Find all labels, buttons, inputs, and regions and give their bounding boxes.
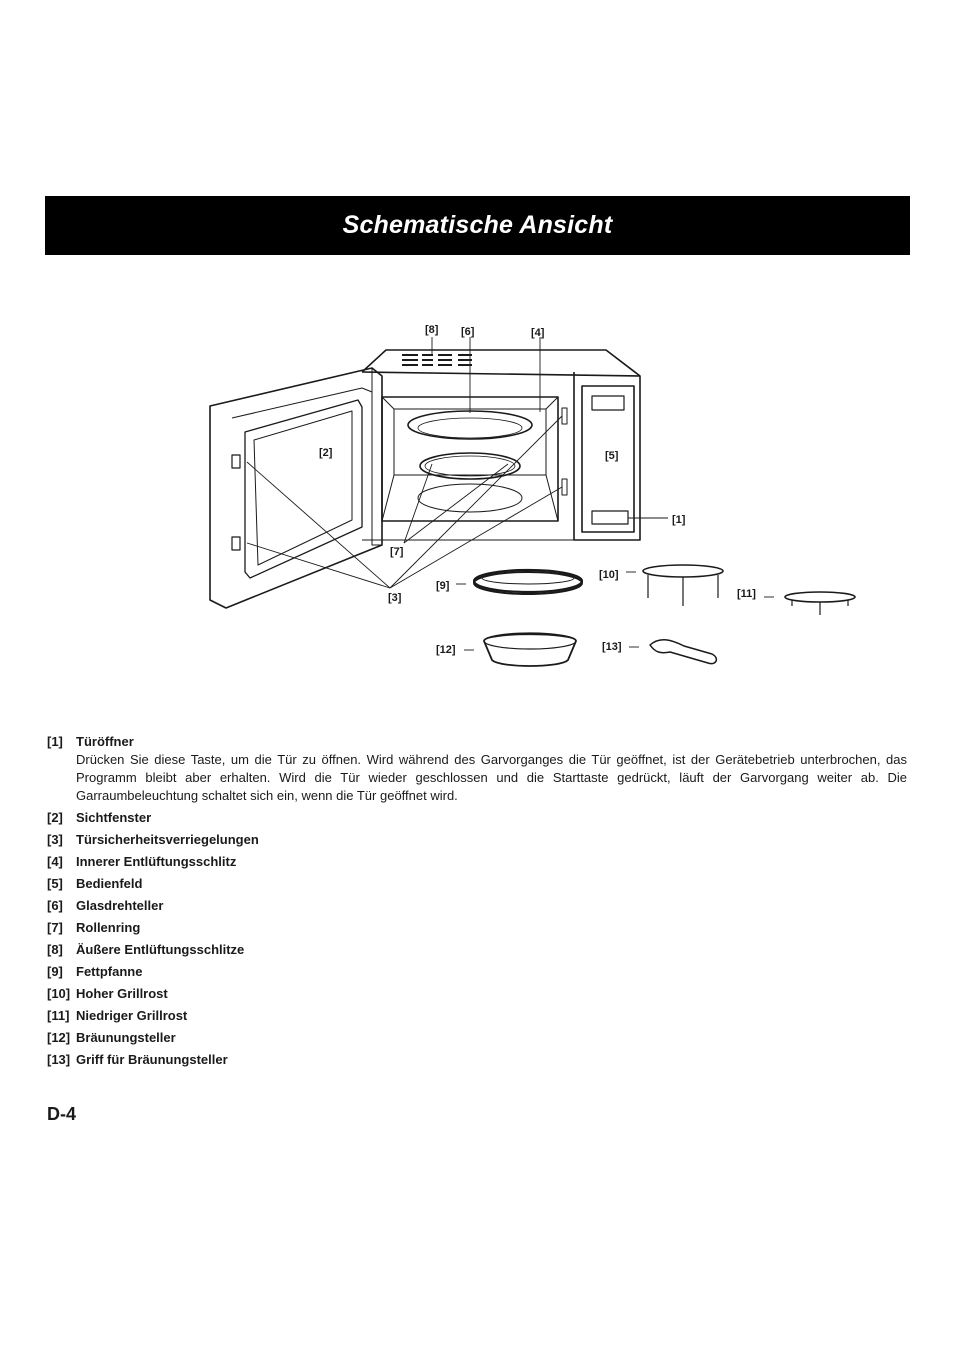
legend-item <box>47 963 907 981</box>
legend-item <box>47 1051 907 1069</box>
legend-label: Glasdrehteller <box>76 898 164 913</box>
callout-2: [2] <box>319 447 333 459</box>
legend-number: [10] <box>47 986 71 1001</box>
legend-description: Drücken Sie diese Taste, um die Tür zu öffnen. Wird während des Garvorganges die Tür geöffnet, ist der Gerätebetrieb unterbrochen, das Programm bleibt aber erhalten. Wird die Tür wieder geschlossen und die Starttaste gedrückt, läuft der Garvorgang weiter ab. Die Garraumbeleuchtung schaltet sich ein, wenn die Tür geöffnet wird. <box>76 752 907 803</box>
callout-13: [13] <box>602 641 622 653</box>
legend-label: Türsicherheitsverriegelungen <box>76 832 259 847</box>
legend-item <box>47 1029 907 1047</box>
callout-1: [1] <box>672 514 686 526</box>
page-title: Schematische Ansicht <box>342 211 613 239</box>
display-window <box>592 396 624 410</box>
legend-item <box>47 985 907 1003</box>
callout-4: [4] <box>531 327 545 339</box>
legend-label: Rollenring <box>76 920 141 935</box>
legend-item <box>47 831 907 849</box>
legend-label: Hoher Grillrost <box>76 986 168 1001</box>
glass-turntable <box>408 411 532 439</box>
legend-item <box>47 897 907 915</box>
outer-vents <box>402 355 472 365</box>
legend-item <box>47 733 907 805</box>
oven-cavity <box>382 397 558 521</box>
legend-label: Griff für Bräunungsteller <box>76 1052 228 1067</box>
legend-label: Bedienfeld <box>76 876 143 891</box>
legend-number: [13] <box>47 1052 71 1067</box>
legend-label: Türöffner <box>76 734 134 749</box>
callout-12: [12] <box>436 644 456 656</box>
legend-number: [7] <box>47 920 63 935</box>
low-rack <box>785 592 855 602</box>
high-rack <box>643 565 723 577</box>
legend-label: Sichtfenster <box>76 810 152 825</box>
crisp-plate <box>484 634 576 666</box>
legend-label: Niedriger Grillrost <box>76 1008 188 1023</box>
legend-item <box>47 941 907 959</box>
legend-item <box>47 919 907 937</box>
legend-item <box>47 1007 907 1025</box>
crisp-plate-handle <box>650 640 716 664</box>
parts-legend <box>47 733 907 1073</box>
legend-label: Bräunungsteller <box>76 1030 176 1045</box>
legend-label: Äußere Entlüftungsschlitze <box>76 942 245 957</box>
legend-number: [6] <box>47 898 63 913</box>
legend-item <box>47 809 907 827</box>
legend-label: Innerer Entlüftungsschlitz <box>76 854 237 869</box>
page-number: D-4 <box>47 1104 77 1124</box>
legend-number: [3] <box>47 832 63 847</box>
legend-number: [4] <box>47 854 63 869</box>
callout-10: [10] <box>599 569 619 581</box>
legend-number: [9] <box>47 964 63 979</box>
legend-number: [11] <box>47 1008 70 1023</box>
callout-5: [5] <box>605 450 619 462</box>
callout-7: [7] <box>390 546 404 558</box>
legend-item <box>47 853 907 871</box>
callout-8: [8] <box>425 324 439 336</box>
legend-number: [8] <box>47 942 63 957</box>
legend-number: [2] <box>47 810 63 825</box>
legend-number: [5] <box>47 876 63 891</box>
legend-label: Fettpfanne <box>76 964 143 979</box>
viewing-window <box>245 400 362 578</box>
legend-item <box>47 875 907 893</box>
oven-door <box>210 368 382 608</box>
callout-3: [3] <box>388 592 402 604</box>
legend-number: [1] <box>47 734 63 749</box>
callout-6: [6] <box>461 326 475 338</box>
callout-11: [11] <box>737 588 756 600</box>
callout-9: [9] <box>436 580 450 592</box>
door-release-button <box>592 511 628 524</box>
legend-number: [12] <box>47 1030 71 1045</box>
